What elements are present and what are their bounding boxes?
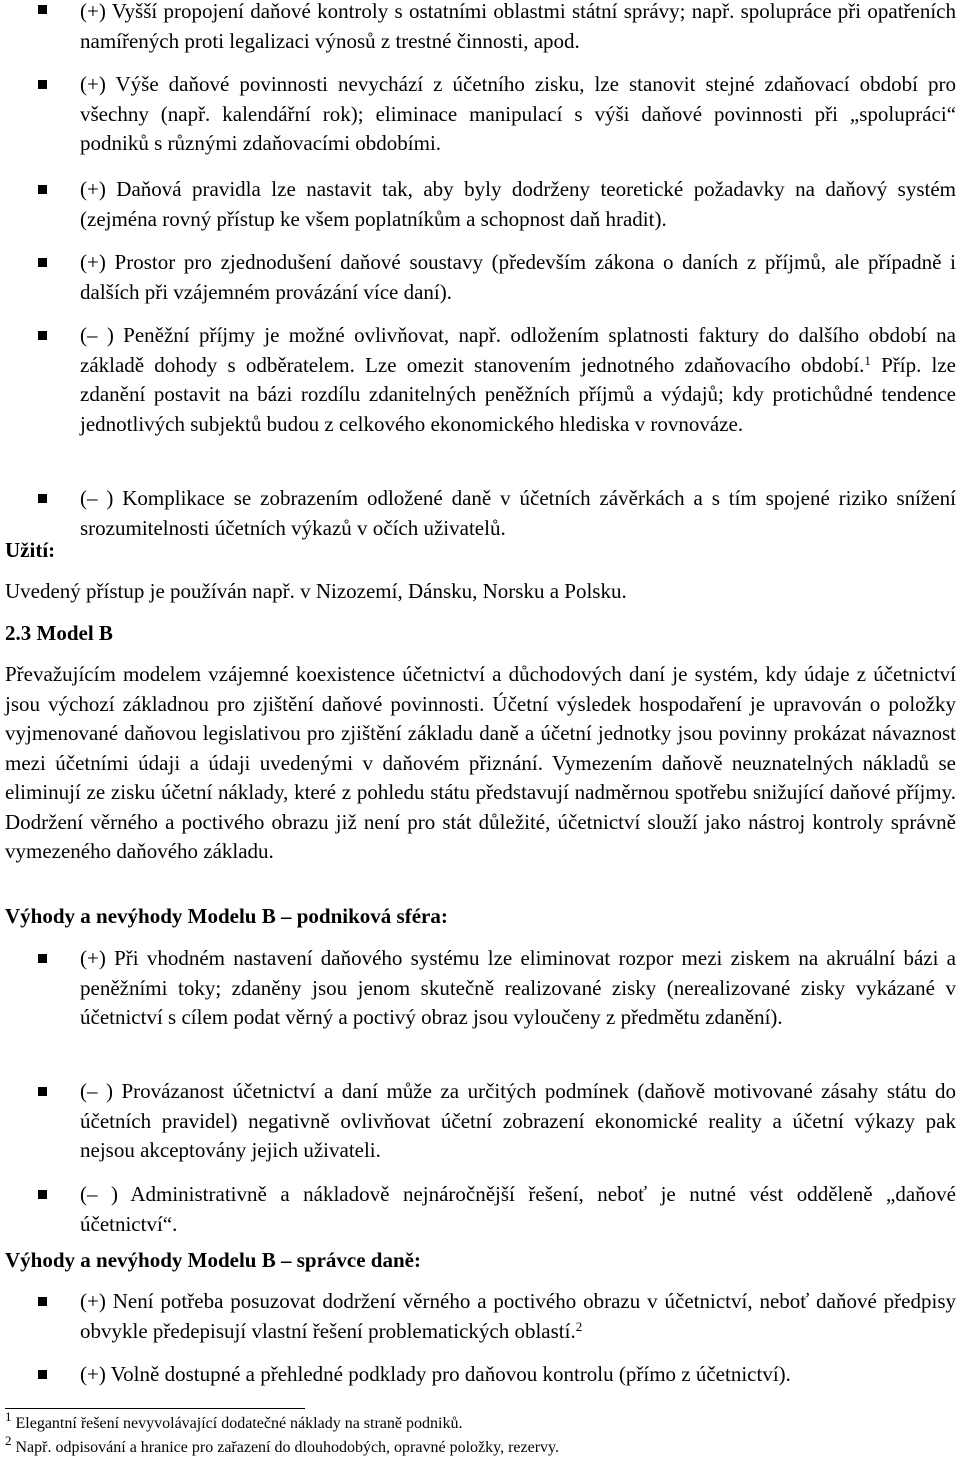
list-item <box>0 1180 960 1240</box>
bullet-icon <box>38 185 47 194</box>
footnote <box>5 1409 463 1434</box>
list-item <box>0 1287 960 1347</box>
bullet-icon <box>38 80 47 89</box>
footnote-number: 2 <box>5 1433 12 1448</box>
list-item-text <box>80 321 956 439</box>
bullet-icon <box>38 258 47 267</box>
section-heading: 2.3 Model B <box>5 621 113 645</box>
list-item-text: (– ) Provázanost účetnictví a daní může za určitých podmínek (daňově motivované zásahy státu do účetních pravidel) negativně ovlivňovat účetní zobrazení ekonomické reality a účetní výkazy pak nejsou akceptovány jejich uživateli. <box>80 1079 956 1162</box>
list-item-text-part: Příp. lze zdanění postavit na bázi rozdílu zdanitelných peněžních příjmů a výdajů; kdy protichůdné tendence jednotlivých subjektů budou z celkového ekonomického hlediska v rovnováze. <box>80 352 957 436</box>
list-item-text: (+) Daňová pravidla lze nastavit tak, aby byly dodrženy teoretické požadavky na daňový systém (zejména rovný přístup ke všem poplatníkům a schopnost daň hradit). <box>80 177 956 231</box>
footnote <box>5 1433 559 1458</box>
footnote-divider <box>5 1408 305 1409</box>
list-item <box>0 1077 960 1167</box>
list-item-text: (+) Vyšší propojení daňové kontroly s ostatními oblastmi státní správy; např. spolupráce při opatřeních namířených proti legalizaci výnosů z trestné činnosti, apod. <box>80 0 956 53</box>
list-item <box>0 484 960 544</box>
list-item <box>0 0 960 57</box>
bullet-icon <box>38 954 47 963</box>
list-item-text: (– ) Administrativně a nákladově nejnáročnější řešení, neboť je nutné vést odděleně „daňové účetnictví“. <box>80 1182 956 1236</box>
footnote-text: Např. odpisování a hranice pro zařazení do dlouhodobých, opravné položky, rezervy. <box>15 1439 559 1456</box>
list-item-text-part: (– ) Peněžní příjmy je možné ovlivňovat, např. odložením splatnosti faktury do dalšího období na základě dohody s odběratelem. Lze omezit stanovením jednotného zdaňovacího období. <box>80 323 956 377</box>
bullet-icon <box>38 1087 47 1096</box>
footnote-ref: 1 <box>864 352 871 368</box>
list-item-text: (– ) Komplikace se zobrazením odložené daně v účetních závěrkách a s tím spojené riziko snížení srozumitelnosti účetních výkazů v očích uživatelů. <box>80 486 956 540</box>
advantages-list-model-a <box>0 0 960 544</box>
bullet-icon <box>38 1370 47 1379</box>
footnote-ref: 2 <box>575 1318 583 1334</box>
list-item-text: (+) Při vhodném nastavení daňového systému lze eliminovat rozpor mezi ziskem na akruální bázi a peněžními toky; zdaněny jsou jenom skutečně realizované zisky (nerealizované zisky vykázané v účetnictví s cílem podat věrný a poctivý obraz jsou vyloučeny z předmětu zdanění). <box>80 946 956 1029</box>
list-item-text: (+) Prostor pro zjednodušení daňové soustavy (především zákona o daních z příjmů, ale případně i dalších při vzájemném provázání více daní). <box>80 250 956 304</box>
usage-label: Užití: <box>5 538 56 562</box>
list-item <box>0 1360 960 1390</box>
bullet-icon <box>38 494 47 503</box>
pros-cons-tax-admin-list <box>0 1287 960 1390</box>
bullet-icon <box>38 1297 47 1306</box>
list-item <box>0 321 960 471</box>
usage-text: Uvedený přístup je používán např. v Nizozemí, Dánsku, Norsku a Polsku. <box>5 579 627 603</box>
subheading-business: Výhody a nevýhody Modelu B – podniková sféra: <box>5 904 448 928</box>
pros-cons-business-list <box>0 944 960 1240</box>
list-item <box>0 70 960 162</box>
list-item-text-part: (+) Není potřeba posuzovat dodržení věrného a poctivého obrazu v účetnictví, neboť daňové předpisy obvykle předepisují vlastní řešení problematických oblastí. <box>80 1289 956 1343</box>
list-item-text: (+) Volně dostupné a přehledné podklady pro daňovou kontrolu (přímo z účetnictví). <box>80 1362 791 1386</box>
bullet-icon <box>38 331 47 340</box>
list-item <box>0 248 960 308</box>
list-item <box>0 175 960 235</box>
footnote-text: Elegantní řešení nevyvolávající dodatečné náklady na straně podniků. <box>15 1415 463 1432</box>
list-item-text: (+) Výše daňové povinnosti nevychází z účetního zisku, lze stanovit stejné zdaňovací období pro všechny (např. kalendářní rok); eliminace manipulací s výši daňové povinnosti při „spolupráci“ podniků s různými zdaňovacími obdobími. <box>80 72 956 155</box>
bullet-icon <box>38 5 47 14</box>
section-paragraph: Převažujícím modelem vzájemné koexistence účetnictví a důchodových daní je systém, kdy údaje z účetnictví jsou výchozí základnou pro zjištění daňové povinnosti. Účetní výsledek hospodaření je upravován o položky vyjmenované daňovou legislativou pro zjištění základu daně a účetní jednotky jsou povinny prokázat návaznost mezi účetními údaji a údaji uvedenými v daňovém přiznání. Vymezením daňově neuznatelných nákladů se eliminují ze zisku účetní náklady, které z pohledu státu představují nadměrnou spotřebu snižující daňové příjmy. Dodržení věrného a poctivého obrazu již není pro stát důležité, účetnictví slouží jako nástroj kontroly správně vymezeného daňového základu. <box>5 662 956 863</box>
bullet-icon <box>38 1190 47 1199</box>
list-item <box>0 944 960 1064</box>
subheading-tax-admin: Výhody a nevýhody Modelu B – správce daně: <box>5 1248 421 1272</box>
list-item-text <box>80 1287 956 1346</box>
footnote-number: 1 <box>5 1409 12 1424</box>
